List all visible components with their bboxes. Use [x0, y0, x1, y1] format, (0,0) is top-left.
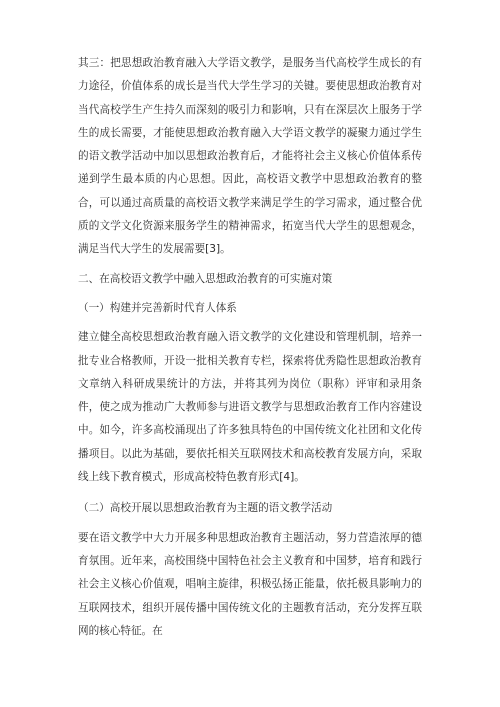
section-heading-strategies: 二、在高校语文教学中融入思想政治教育的可实施对策	[78, 272, 333, 285]
paragraph-education-system: 建立健全高校思想政治教育融入语文教学的文化建设和管理机制，培养一批专业合格教师，开设一批相关教育专栏，探索将优秀隐性思想政治教育文章纳入科研成果统计的方法，并将其列为岗位（职称）评审和录用条件，使之成为推动广大教师参与进语文教学与思想政治教育工作内容建设中。如今，许多高校涌现出了许多独具特色的中国传统文化社团和文化传播项目。以此为基础，要依托相关互联网技术和高校教育发展方向，采取线上线下教育模式，形成高校特色教育形式[4]。	[78, 331, 422, 484]
subsection-heading-education-system: （一）构建并完善新时代育人体系	[78, 301, 237, 314]
paragraph-value-system: 其三：把思想政治教育融入大学语文教学，是服务当代高校学生成长的有力途径，价值体系的成长是当代大学生学习的关键。要使思想政治教育对当代高校学生产生持久而深刻的吸引力和影响，只有在深层次上服务于学生的成长需要，才能使思想政治教育融入大学语文教学的凝聚力通过学生的语文教学活动中加以思想政治教育后，才能将社会主义核心价值体系传递到学生最本质的内心思想。因此，高校语文教学中思想政治教育的整合，可以通过高质量的高校语文教学来满足学生的学习需求，通过整合优质的文学文化资源来服务学生的精神需求，拓宽当代大学生的思想观念，满足当代大学生的发展需要[3]。	[78, 57, 422, 256]
spacer	[78, 489, 422, 497]
paragraph-themed-activities: 要在语文教学中大力开展多种思想政治教育主题活动，努力营造浓厚的德育氛围。近年来，高校围绕中国特色社会主义教育和中国梦，培育和践行社会主义核心价值观，唱响主旋律，积极弘扬正能量，依托极具影响力的互联网技术，组织开展传播中国传统文化的主题教育活动，充分发挥互联网的核心特征。在	[78, 531, 422, 637]
subsection-heading-themed-activities: （二）高校开展以思想政治教育为主题的语文教学活动	[78, 502, 333, 515]
